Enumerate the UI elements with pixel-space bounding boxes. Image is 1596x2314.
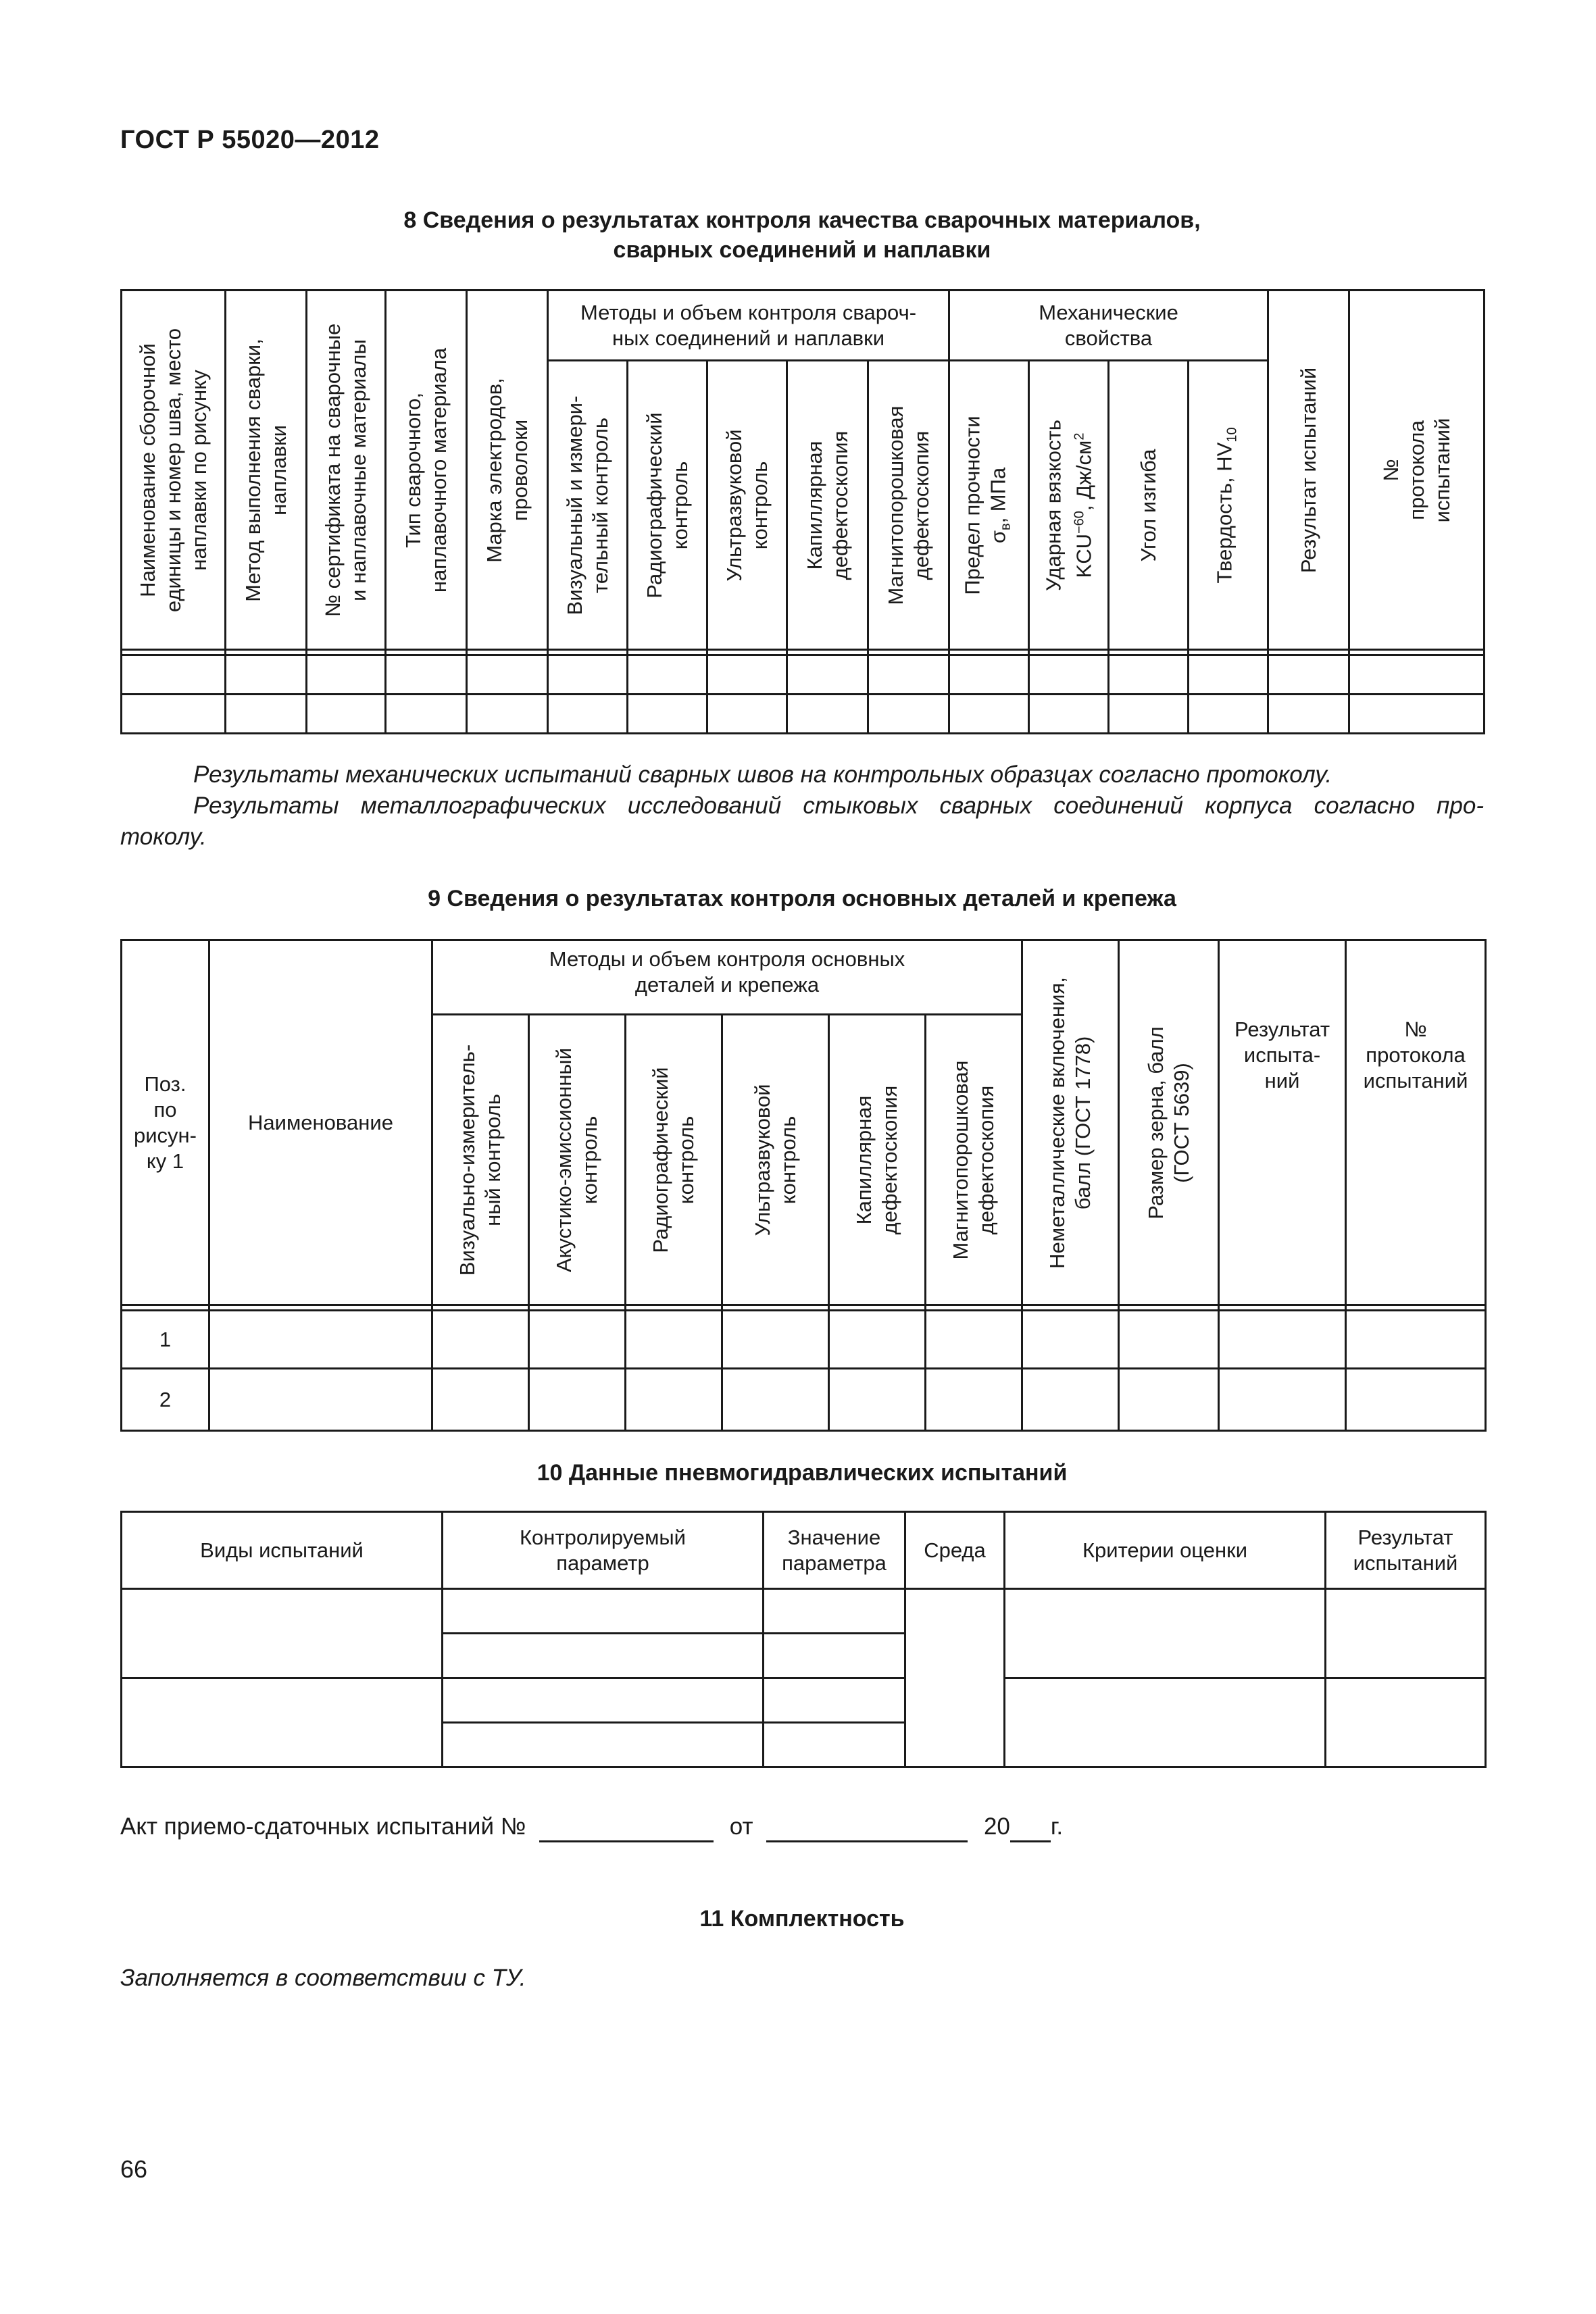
s9-col-result: Результат испыта- ний [1219,940,1346,1305]
s8-col-protocol: № протокола испытаний [1349,291,1485,650]
s9-col-acoustic: Акустико-эмиссионный контроль [529,1015,626,1305]
act-year-blank[interactable] [1010,1813,1051,1842]
s8-col-brand: Марка электродов, проволоки [467,291,548,650]
s10-col-medium: Среда [905,1512,1005,1589]
s9-col-grain: Размер зерна, балл (ГОСТ 5639) [1119,940,1219,1305]
s10-col-value: Значение параметра [764,1512,905,1589]
standard-header: ГОСТ Р 55020—2012 [120,126,380,154]
s9-col-visual: Визуально-измеритель- ный контроль [432,1015,529,1305]
s10-col-param: Контролируемый параметр [443,1512,764,1589]
act-date-blank[interactable] [766,1813,968,1842]
s9-col-capillary: Капиллярная дефектоскопия [829,1015,926,1305]
s10-col-types: Виды испытаний [122,1512,443,1589]
s8-data-row [122,655,1485,695]
section11-note: Заполняется в соответствии с ТУ. [120,1965,526,1991]
s9-col-protocol: № протокола испытаний [1346,940,1486,1305]
section8-title-line2: сварных соединений и наплавки [613,237,991,263]
s9-group-control: Методы и объем контроля основных деталей и крепежа [432,940,1022,1015]
s10-col-criteria: Критерии оценки [1005,1512,1326,1589]
s9-row-number: 1 [122,1311,209,1369]
s9-separator-row [122,1305,1486,1311]
section8-table [120,289,1485,734]
s10-col-result: Результат испытаний [1326,1512,1486,1589]
s10-data-row [122,1678,1486,1723]
page-number: 66 [120,2155,148,2183]
act-number-blank[interactable] [539,1813,714,1842]
s8-separator-row [122,650,1485,655]
s9-col-ultra: Ультразвуковой контроль [722,1015,829,1305]
s8-col-assembly: Наименование сборочной единицы и номер шва, место наплавки по рисунку [122,291,226,650]
s9-col-radio: Радиографический контроль [626,1015,722,1305]
s8-col-visual: Визуальный и измери- тельный контроль [548,361,628,650]
acceptance-act-line: Акт приемо-сдаточных испытаний № от 20 г. [120,1813,1063,1842]
s8-col-certificate: № сертификата на сварочные и наплавочные материалы [307,291,386,650]
s8-col-capillary: Капиллярная дефектоскопия [787,361,868,650]
s8-col-magnetic: Магнитопорошковая дефектоскопия [868,361,949,650]
s8-data-row [122,695,1485,734]
s8-col-impact: Ударная вязкость $KCU^{-60}$, $Дж/см^2$ [1029,361,1109,650]
s9-col-pos: Поз. по рисун- ку 1 [122,940,209,1305]
section9-title: 9 Сведения о результатах контроля основных деталей и крепежа [428,886,1176,911]
mechanical-tests-note: Результаты механических испытаний сварных швов на контрольных образцах согласно протоколу. Результаты металлографических исследований стыковых сварных соединений корпуса согласно про- токолу. [120,761,1484,850]
s10-data-row [122,1589,1486,1634]
s8-col-method: Метод выполнения сварки, наплавки [226,291,307,650]
section8-title [120,205,1484,265]
s9-col-name: Наименование [209,940,432,1305]
s8-col-strength: Предел прочности $\sigma_в$, МПа [949,361,1029,650]
section9-table [120,939,1487,1432]
section11-title: 11 Комплектность [699,1906,905,1932]
s9-col-magnetic: Магнитопорошковая дефектоскопия [926,1015,1022,1305]
s9-data-row [122,1369,1486,1431]
section10-table [120,1511,1487,1768]
section10-title: 10 Данные пневмогидравлических испытаний [537,1460,1068,1486]
s8-col-ultra: Ультразвуковой контроль [707,361,787,650]
s9-row-number: 2 [122,1369,209,1431]
s8-group-mech: Механические свойства [949,291,1268,361]
s9-data-row [122,1311,1486,1369]
s8-col-hardness: Твердость, $HV_{10}$ [1189,361,1268,650]
s9-col-nonmetal: Неметаллические включения, балл (ГОСТ 1778) [1022,940,1119,1305]
s8-col-result: Результат испытаний [1268,291,1349,650]
section8-title-line1: 8 Сведения о результатах контроля качества сварочных материалов, [403,207,1201,233]
s8-col-type: Тип сварочного, наплавочного материала [386,291,467,650]
s8-col-bend: Угол изгиба [1109,361,1189,650]
s8-col-radio: Радиографический контроль [628,361,707,650]
s8-group-control: Методы и объем контроля свароч- ных соединений и наплавки [548,291,949,361]
